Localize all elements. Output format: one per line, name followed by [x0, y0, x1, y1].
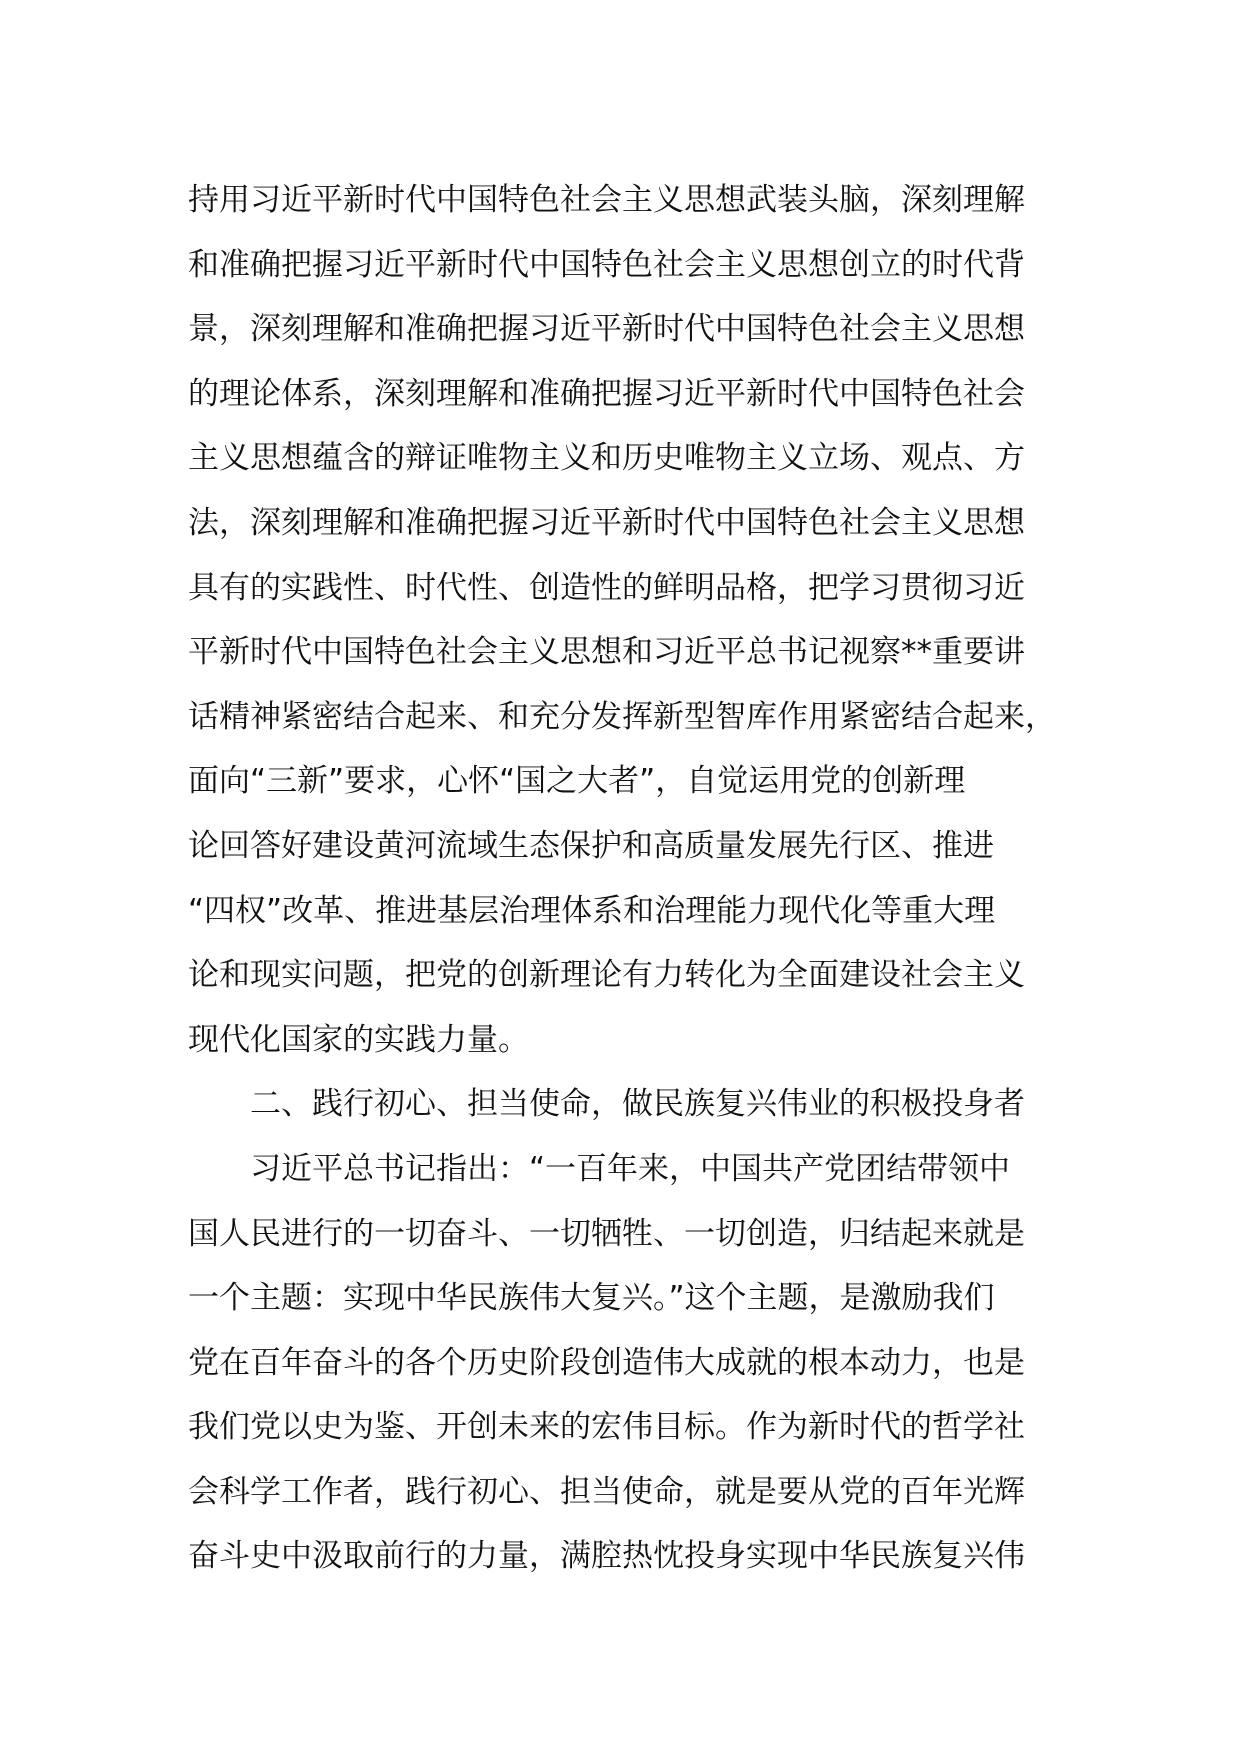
text-line: 现代化国家的实践力量。	[188, 1021, 529, 1058]
text-line: 景，深刻理解和准确把握习近平新时代中国特色社会主义思想	[188, 311, 1025, 348]
text-line: 具有的实践性、时代性、创造性的鲜明品格，把学习贯彻习近	[188, 569, 1025, 606]
text-line: 和准确把握习近平新时代中国特色社会主义思想创立的时代背	[188, 246, 1025, 283]
body-text	[188, 168, 1088, 1589]
text-line: 主义思想蕴含的辩证唯物主义和历史唯物主义立场、观点、方	[188, 440, 1025, 477]
text-line: 奋斗史中汲取前行的力量，满腔热忱投身实现中华民族复兴伟	[188, 1538, 1025, 1575]
text-line: 党在百年奋斗的各个历史阶段创造伟大成就的根本动力，也是	[188, 1344, 1025, 1381]
text-line: 的理论体系，深刻理解和准确把握习近平新时代中国特色社会	[188, 375, 1025, 412]
text-line: 面向“三新”要求，心怀“国之大者”，自觉运用党的创新理	[188, 763, 966, 800]
section-heading: 二、践行初心、担当使命，做民族复兴伟业的积极投身者	[250, 1086, 1025, 1123]
text-line: 我们党以史为鉴、开创未来的宏伟目标。作为新时代的哲学社	[188, 1409, 1025, 1446]
text-line: 论和现实问题，把党的创新理论有力转化为全面建设社会主义	[188, 957, 1025, 994]
text-line: 话精神紧密结合起来、和充分发挥新型智库作用紧密结合起来，	[188, 698, 1056, 735]
text-line: 论回答好建设黄河流域生态保护和高质量发展先行区、推进	[188, 827, 994, 864]
text-line: 持用习近平新时代中国特色社会主义思想武装头脑，深刻理解	[188, 182, 1025, 218]
text-line: “四权”改革、推进基层治理体系和治理能力现代化等重大理	[188, 892, 996, 929]
text-line: 国人民进行的一切奋斗、一切牺牲、一切创造，归结起来就是	[188, 1215, 1025, 1252]
text-line: 一个主题：实现中华民族伟大复兴。”这个主题，是激励我们	[188, 1280, 995, 1317]
text-line: 法，深刻理解和准确把握习近平新时代中国特色社会主义思想	[188, 504, 1025, 541]
text-line: 会科学工作者，践行初心、担当使命，就是要从党的百年光辉	[188, 1473, 1025, 1510]
text-line: 习近平总书记指出：“一百年来，中国共产党团结带领中	[250, 1150, 1011, 1187]
text-line: 平新时代中国特色社会主义思想和习近平总书记视察**重要讲	[188, 634, 1025, 671]
